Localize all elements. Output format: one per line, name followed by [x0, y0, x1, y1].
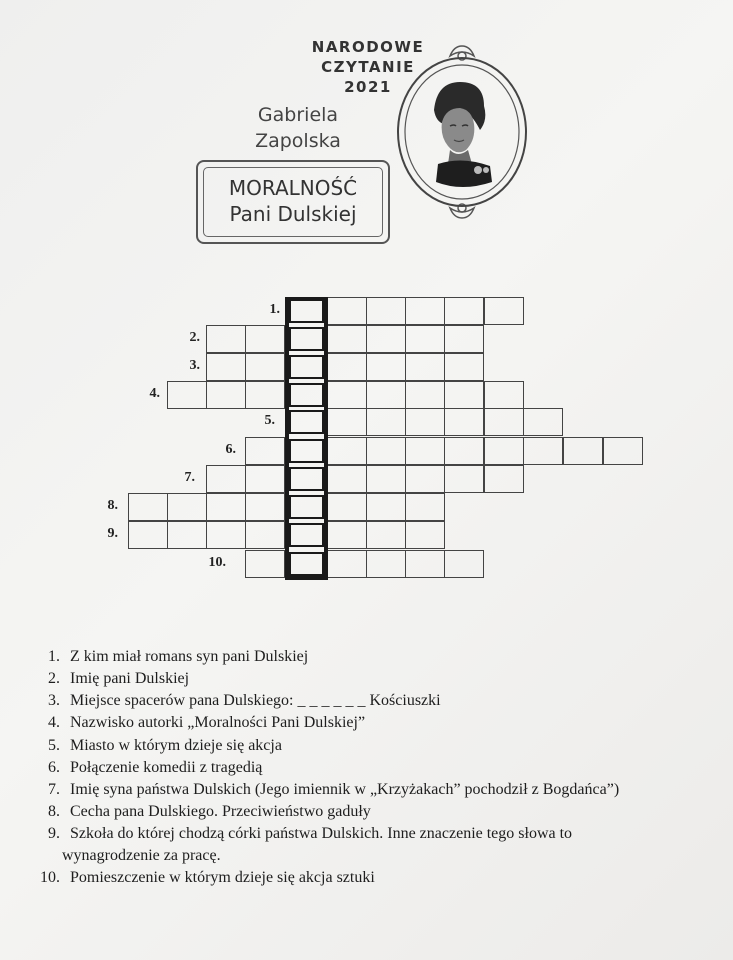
play-title-line-1: MORALNOŚĆ	[228, 176, 358, 200]
crossword-cell[interactable]	[523, 408, 563, 436]
crossword-cell[interactable]	[444, 437, 484, 465]
event-line-2: CZYTANIE	[321, 58, 415, 76]
crossword-cell[interactable]	[206, 521, 246, 549]
clue-item	[30, 737, 282, 755]
crossword-cell[interactable]	[167, 521, 207, 549]
crossword-cell[interactable]	[484, 408, 524, 436]
clue-text: Imię pani Dulskiej	[70, 670, 190, 687]
clue-number-label: 2.	[189, 330, 200, 345]
crossword-cell[interactable]	[444, 550, 484, 578]
crossword-cell[interactable]	[366, 353, 406, 381]
crossword-cell[interactable]	[206, 465, 246, 493]
clue-number-label: 7.	[184, 470, 195, 485]
author-first-name: Gabriela	[257, 104, 339, 126]
play-title-line-2: Pani Dulskiej	[229, 202, 357, 226]
clue-text: Miasto w którym dzieje się akcja	[70, 737, 282, 754]
crossword-cell[interactable]	[405, 465, 445, 493]
crossword-cell[interactable]	[206, 353, 246, 381]
clue-item	[30, 692, 441, 710]
event-year: 2021	[344, 78, 392, 96]
crossword-cell[interactable]	[405, 353, 445, 381]
crossword-cell[interactable]	[245, 381, 285, 409]
crossword-cell[interactable]	[405, 297, 445, 325]
clue-item	[30, 648, 308, 666]
clue-number: 3.	[48, 692, 60, 709]
crossword-cell[interactable]	[484, 437, 524, 465]
clue-item	[30, 781, 619, 799]
clue-text: Miejsce spacerów pana Dulskiego: _ _ _ _ _ _ Kościuszki	[70, 692, 441, 709]
clue-number: 8.	[48, 803, 60, 820]
clue-number: 7.	[48, 781, 60, 798]
crossword-cell[interactable]	[128, 493, 168, 521]
clue-item	[30, 670, 189, 688]
clue-number-label: 8.	[107, 498, 118, 513]
crossword-cell[interactable]	[206, 381, 246, 409]
crossword-cell[interactable]	[484, 297, 524, 325]
crossword-cell[interactable]	[405, 325, 445, 353]
crossword-cell[interactable]	[327, 465, 367, 493]
crossword-cell[interactable]	[366, 465, 406, 493]
crossword-cell[interactable]	[206, 493, 246, 521]
crossword-cell[interactable]	[245, 550, 285, 578]
crossword-cell[interactable]	[245, 353, 285, 381]
crossword-cell[interactable]	[405, 493, 445, 521]
clue-number: 10.	[40, 869, 60, 886]
crossword-cell[interactable]	[327, 297, 367, 325]
crossword-cell[interactable]	[245, 493, 285, 521]
clue-text: Imię syna państwa Dulskich (Jego imiennik w „Krzyżakach” pochodził z Bogdańca”)	[70, 781, 620, 798]
clue-number-label: 6.	[225, 442, 236, 457]
clue-number: 9.	[48, 825, 60, 842]
clue-number: 4.	[48, 714, 60, 731]
clue-number: 1.	[48, 648, 60, 665]
crossword-cell[interactable]	[484, 381, 524, 409]
crossword-cell[interactable]	[366, 437, 406, 465]
clue-item	[30, 803, 371, 821]
crossword-cell[interactable]	[405, 408, 445, 436]
crossword-cell[interactable]	[128, 521, 168, 549]
clue-number-label: 10.	[208, 555, 226, 570]
clue-text: Cecha pana Dulskiego. Przeciwieństwo gaduły	[70, 803, 371, 820]
clue-number-label: 9.	[107, 526, 118, 541]
clue-item	[30, 759, 262, 777]
author-last-name: Zapolska	[255, 130, 341, 152]
clue-text: Nazwisko autorki „Moralności Pani Dulskiej”	[70, 714, 366, 731]
crossword-cell[interactable]	[405, 437, 445, 465]
crossword-cell[interactable]	[563, 437, 603, 465]
clue-9-continuation: wynagrodzenie za pracę.	[62, 847, 221, 864]
crossword-cell[interactable]	[206, 325, 246, 353]
clue-item	[30, 869, 375, 887]
clue-number-label: 3.	[189, 358, 200, 373]
clue-text: Z kim miał romans syn pani Dulskiej	[70, 648, 309, 665]
clue-number: 5.	[48, 737, 60, 754]
crossword-cell[interactable]	[523, 437, 563, 465]
crossword-cell[interactable]	[444, 408, 484, 436]
clue-text: Szkoła do której chodzą córki państwa Dulskich. Inne znaczenie tego słowa to	[70, 825, 573, 842]
solution-column	[285, 297, 328, 580]
crossword-cell[interactable]	[327, 325, 367, 353]
clue-text: Pomieszczenie w którym dzieje się akcja sztuki	[70, 869, 375, 886]
crossword-cell[interactable]	[327, 381, 367, 409]
crossword-cell[interactable]	[366, 381, 406, 409]
clue-item	[30, 825, 572, 843]
portrait-medallion	[392, 42, 532, 222]
crossword-cell[interactable]	[327, 521, 367, 549]
crossword-cell[interactable]	[405, 521, 445, 549]
clue-number-label: 1.	[269, 302, 280, 317]
clue-number-label: 5.	[264, 413, 275, 428]
crossword-cell[interactable]	[327, 493, 367, 521]
crossword-cell[interactable]	[484, 465, 524, 493]
crossword-cell[interactable]	[366, 493, 406, 521]
crossword-cell[interactable]	[327, 550, 367, 578]
crossword-cell[interactable]	[366, 408, 406, 436]
crossword-cell[interactable]	[245, 521, 285, 549]
clue-number: 2.	[48, 670, 60, 687]
crossword-cell[interactable]	[444, 381, 484, 409]
crossword-cell[interactable]	[245, 465, 285, 493]
crossword-cell[interactable]	[444, 465, 484, 493]
crossword-cell[interactable]	[366, 521, 406, 549]
crossword-cell[interactable]	[366, 550, 406, 578]
crossword-cell[interactable]	[405, 550, 445, 578]
crossword-cell[interactable]	[327, 408, 367, 436]
crossword-cell[interactable]	[603, 437, 643, 465]
crossword-cell[interactable]	[366, 325, 406, 353]
clue-number-label: 4.	[149, 386, 160, 401]
clue-text: Połączenie komedii z tragedią	[70, 759, 263, 776]
clue-number: 6.	[48, 759, 60, 776]
crossword-cell[interactable]	[327, 437, 367, 465]
crossword-cell[interactable]	[245, 325, 285, 353]
clue-item	[30, 714, 365, 732]
event-line-1: NARODOWE	[311, 38, 425, 56]
crossword-cell[interactable]	[405, 381, 445, 409]
crossword-cell[interactable]	[167, 381, 207, 409]
crossword-cell[interactable]	[444, 325, 484, 353]
title-frame	[196, 160, 390, 244]
crossword-cell[interactable]	[327, 353, 367, 381]
crossword-cell[interactable]	[444, 353, 484, 381]
crossword-cell[interactable]	[167, 493, 207, 521]
crossword-cell[interactable]	[245, 437, 285, 465]
crossword-cell[interactable]	[444, 297, 484, 325]
crossword-cell[interactable]	[366, 297, 406, 325]
